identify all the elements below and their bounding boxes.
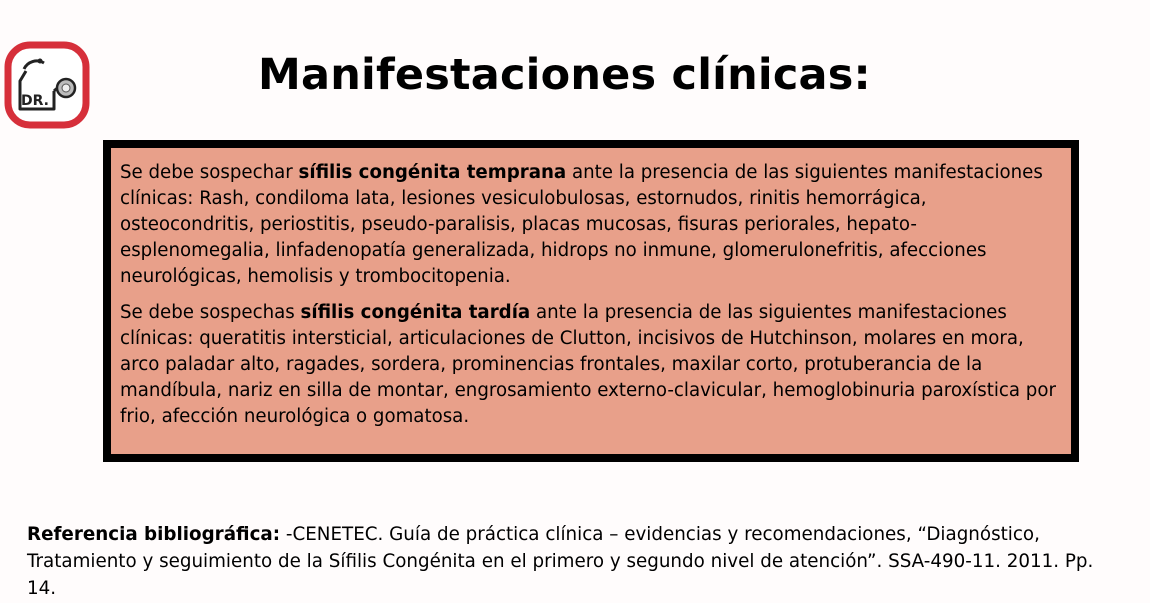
late-text: ante la presencia de las siguientes manifestaciones clínicas: queratitis intersticial, articulaciones de Clutton, incisivos de Hutchinson, molares en mora, arco paladar alto, ragades, sordera, prominencias frontales, maxilar corto, protuberancia de la mandíbula, nariz en silla de montar, engrosamiento externo-clavicular, hemoglobinuria paroxística por frio, afección neurológica o gomatosa. xyxy=(120,302,1056,427)
reference-label: Referencia bibliográfica: xyxy=(27,524,281,545)
early-text: ante la presencia de las siguientes manifestaciones clínicas: Rash, condiloma lata, lesiones vesiculobulosas, estornudos, rinitis hemorrágica, osteocondritis, periostitis, pseudo-paralisis, placas mucosas, fisuras periorales, hepato-esplenomegalia, linfadenopatía generalizada, hidrops no inmune, glomerulonefritis, afecciones neurológicas, hemolisis y trombocitopenia. xyxy=(120,162,1043,287)
early-term: sífilis congénita temprana xyxy=(298,162,567,183)
page-title: Manifestaciones clínicas: xyxy=(258,50,871,100)
bibliographic-reference xyxy=(27,521,1127,602)
late-lead: Se debe sospechas xyxy=(120,302,301,323)
reference-text: -CENETEC. Guía de práctica clínica – evidencias y recomendaciones, “Diagnóstico, Tratamiento y seguimiento de la Sífilis Congénita en el primero y segundo nivel de atención”. SSA-490-11. 2011. Pp. 14. xyxy=(27,524,1094,599)
early-lead: Se debe sospechar xyxy=(120,162,299,183)
clinical-manifestations-box xyxy=(103,140,1079,462)
doctor-stethoscope-icon xyxy=(4,41,90,129)
early-syphilis-paragraph xyxy=(120,160,1063,290)
logo-text: DR. xyxy=(21,93,49,109)
late-syphilis-paragraph xyxy=(120,300,1063,430)
late-term: sífilis congénita tardía xyxy=(300,302,531,323)
